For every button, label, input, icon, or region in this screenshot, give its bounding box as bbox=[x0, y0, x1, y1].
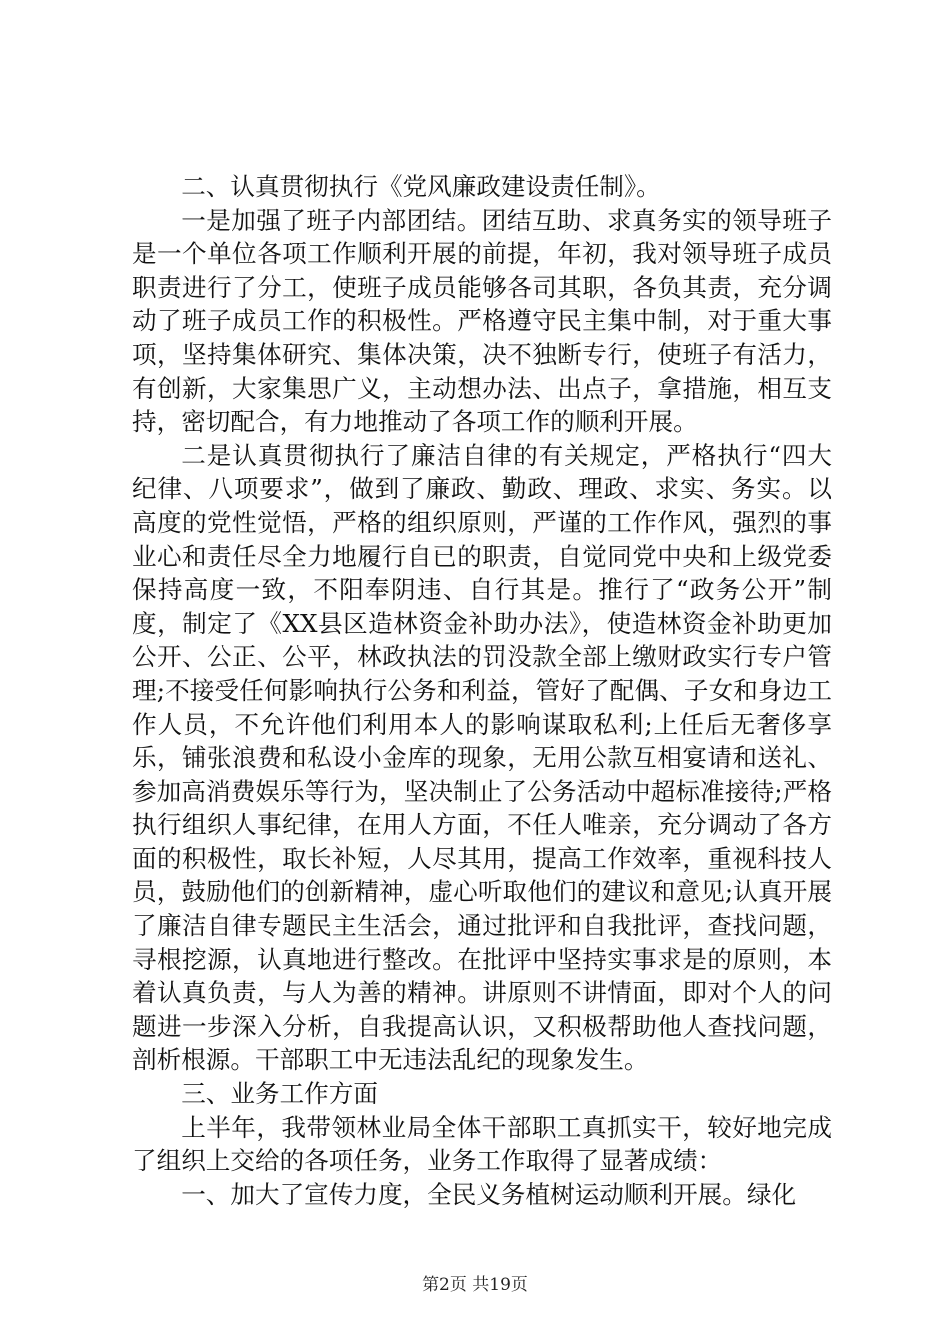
section-heading-2: 二、认真贯彻执行《党风廉政建设责任制》。 bbox=[181, 172, 661, 201]
paragraph-self-discipline: 二是认真贯彻执行了廉洁自律的有关规定，严格执行“四大纪律、八项要求”，做到了廉政、勤政、理政、求实、务实。以高度的党性觉悟，严格的组织原则，严谨的工作作风，强烈的事业心和责任尽全力地履行自已的职责，自觉同党中央和上级党委保持高度一致，不阳奉阴违、自行其是。推行了“政务公开”制度，制定了《XX县区造林资金补助办法》，使造林资金补助更加公开、公正、公平，林政执法的罚没款全部上缴财政实行专户管理;不接受任何影响执行公务和利益，管好了配偶、子女和身边工作人员，不允许他们利用本人的影响谋取私利;上任后无奢侈享乐，铺张浪费和私设小金库的现象，无用公款互相宴请和送礼、参加高消费娱乐等行为，坚决制止了公务活动中超标准接待;严格执行组织人事纪律，在用人方面，不任人唯亲，充分调动了各方面的积极性，取长补短，人尽其用，提高工作效率，重视科技人员，鼓励他们的创新精神，虚心听取他们的建议和意见;认真开展了廉洁自律专题民主生活会，通过批评和自我批评，查找问题，寻根挖源，认真地进行整改。在批评中坚持实事求是的原则，本着认真负责，与人为善的精神。讲原则不讲情面，即对个人的问题进一步深入分析，自我提高认识，又积极帮助他人查找问题，剖析根源。干部职工中无违法乱纪的现象发生。 bbox=[132, 440, 832, 1075]
page-number-footer: 第2页 共19页 bbox=[422, 1275, 528, 1295]
paragraph-publicity: 一、加大了宣传力度，全民义务植树运动顺利开展。绿化 bbox=[181, 1179, 797, 1209]
paragraph-first-half-summary: 上半年，我带领林业局全体干部职工真抓实干，较好地完成了组织上交给的各项任务，业务工作取得了显著成绩： bbox=[132, 1112, 832, 1176]
document-body bbox=[132, 170, 832, 1211]
paragraph-team-unity: 一是加强了班子内部团结。团结互助、求真务实的领导班子是一个单位各项工作顺利开展的前提，年初，我对领导班子成员职责进行了分工，使班子成员能够各司其职，各负其责，充分调动了班子成员工作的积极性。严格遵守民主集中制，对于重大事项，坚持集体研究、集体决策，决不独断专行，使班子有活力，有创新，大家集思广义，主动想办法、出点子，拿措施，相互支持，密切配合，有力地推动了各项工作的顺利开展。 bbox=[132, 205, 832, 437]
section-heading-3: 三、业务工作方面 bbox=[181, 1079, 378, 1109]
